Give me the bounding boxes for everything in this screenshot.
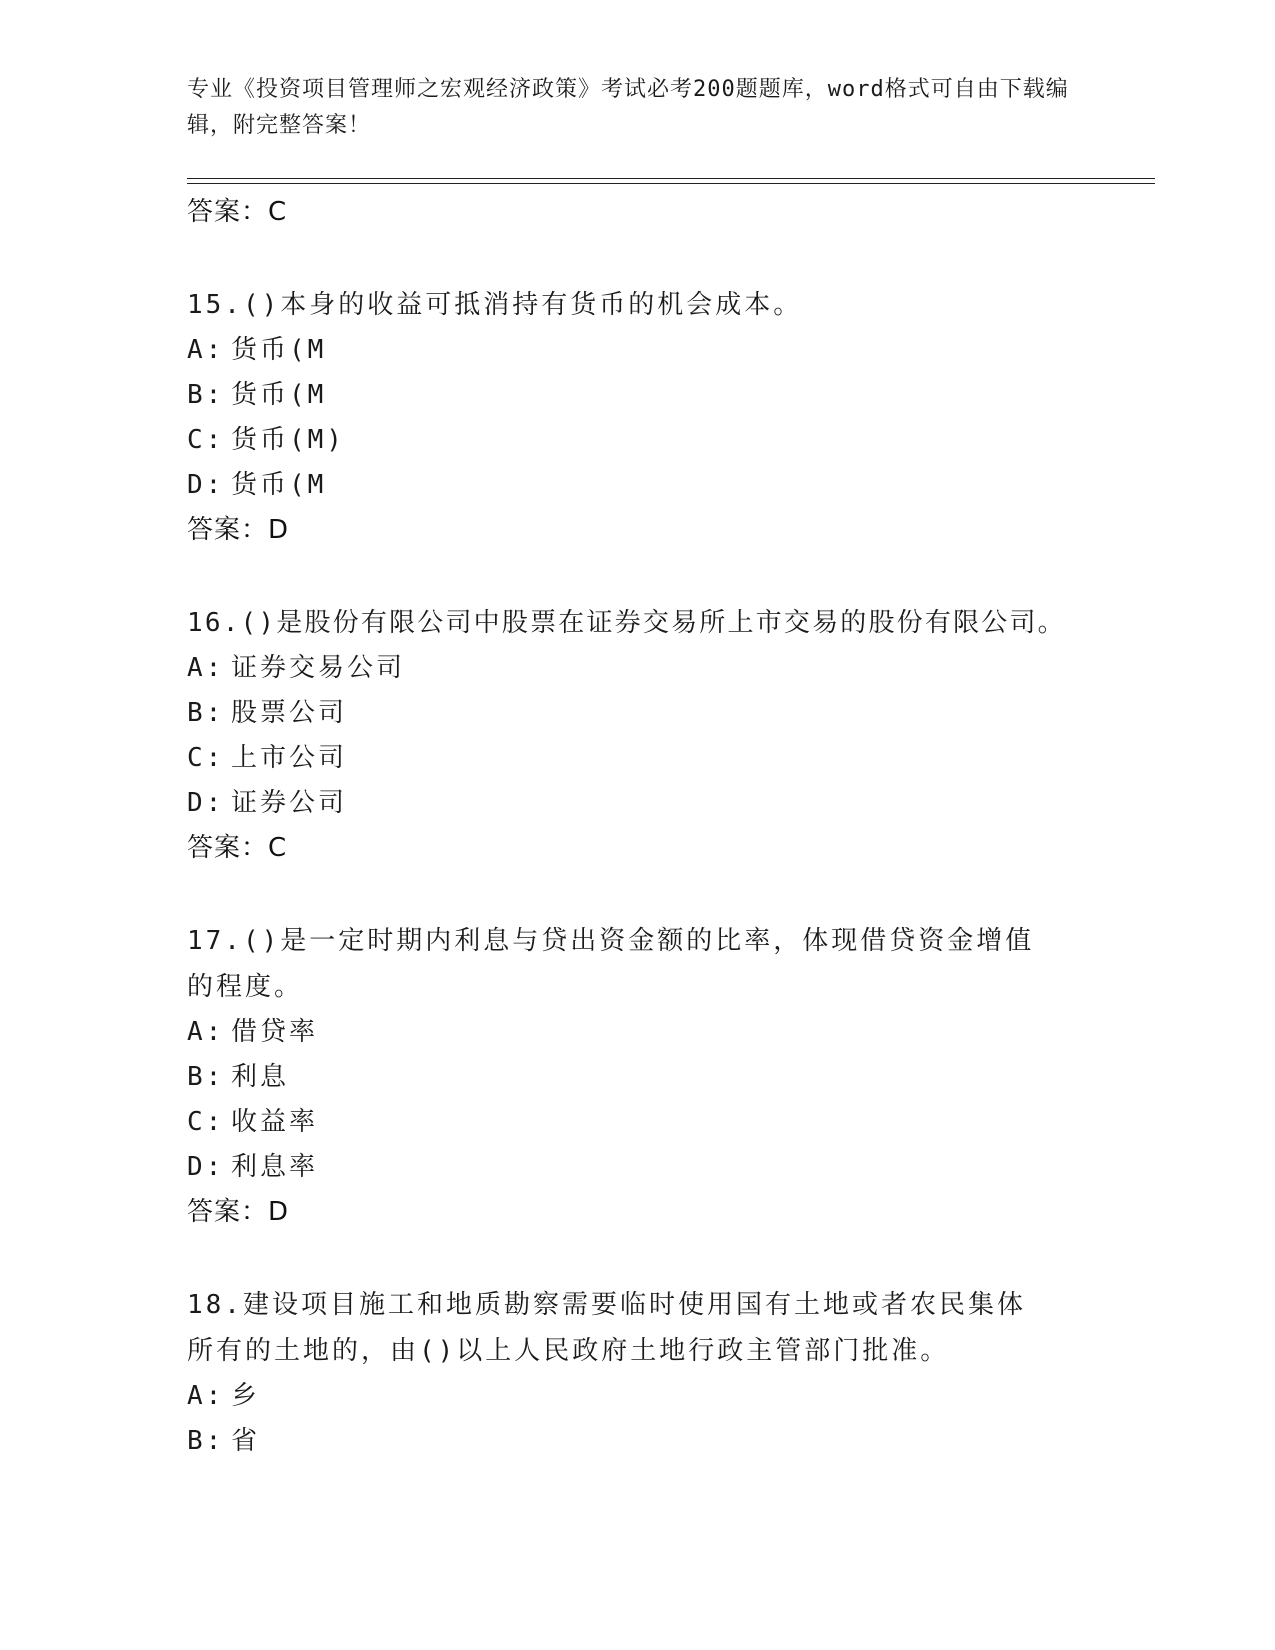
answer-line: 答案：C: [187, 833, 288, 863]
answer-line: 答案：D: [187, 1197, 290, 1227]
option-letter: A:: [187, 335, 225, 365]
option-text: 收益率: [231, 1107, 319, 1137]
question-text: 15.()本身的收益可抵消持有货币的机会成本。: [187, 290, 803, 320]
option-text: 上市公司: [231, 743, 348, 773]
question-block: [187, 918, 1087, 1234]
option-text: 货币(M: [231, 380, 327, 410]
question-block: [187, 282, 1087, 552]
question-text: 16.()是股份有限公司中股票在证券交易所上市交易的股份有限公司。: [187, 608, 1066, 638]
option-text: 省: [231, 1426, 261, 1456]
header-rule-top: [187, 178, 1155, 179]
option-d: [187, 1145, 1087, 1190]
question-block: [187, 600, 1087, 870]
option-c: [187, 1100, 1087, 1145]
option-text: 货币(M): [231, 425, 345, 455]
option-a: [187, 646, 1087, 691]
option-letter: D:: [187, 788, 225, 818]
question-block: [187, 1282, 1087, 1464]
option-text: 利息率: [231, 1152, 319, 1182]
page-header: 专业《投资项目管理师之宏观经济政策》考试必考200题题库，word格式可自由下载编辑，附完整答案！: [187, 77, 1069, 138]
option-text: 乡: [231, 1381, 261, 1411]
option-b: [187, 373, 1087, 418]
option-letter: B:: [187, 1062, 225, 1092]
option-text: 股票公司: [231, 698, 348, 728]
option-letter: A:: [187, 1381, 225, 1411]
option-text: 货币(M: [231, 335, 327, 365]
option-letter: B:: [187, 1426, 225, 1456]
option-letter: A:: [187, 1017, 225, 1047]
option-text: 借贷率: [231, 1017, 319, 1047]
option-letter: C:: [187, 1107, 225, 1137]
option-text: 利息: [231, 1062, 290, 1092]
option-letter: B:: [187, 698, 225, 728]
option-text: 证券交易公司: [231, 653, 406, 683]
option-c: [187, 736, 1087, 781]
option-d: [187, 781, 1087, 826]
option-text: 证券公司: [231, 788, 348, 818]
option-letter: C:: [187, 425, 225, 455]
option-a: [187, 1374, 1087, 1419]
option-letter: B:: [187, 380, 225, 410]
option-letter: D:: [187, 470, 225, 500]
answer-line: 答案：D: [187, 515, 290, 545]
option-c: [187, 418, 1087, 463]
header-rule-bottom: [187, 183, 1155, 184]
option-text: 货币(M: [231, 470, 327, 500]
option-letter: A:: [187, 653, 225, 683]
option-a: [187, 328, 1087, 373]
question-list: [187, 190, 1087, 1464]
question-text: 18.建设项目施工和地质勘察需要临时使用国有土地或者农民集体所有的土地的，由()以上人民政府土地行政主管部门批准。: [187, 1290, 1026, 1366]
option-b: [187, 1419, 1087, 1464]
question-text: 17.()是一定时期内利息与贷出资金额的比率，体现借贷资金增值的程度。: [187, 926, 1035, 1002]
option-b: [187, 1055, 1087, 1100]
option-letter: D:: [187, 1152, 225, 1182]
option-letter: C:: [187, 743, 225, 773]
option-b: [187, 691, 1087, 736]
answer-line: 答案：C: [187, 197, 288, 227]
option-d: [187, 463, 1087, 508]
option-a: [187, 1010, 1087, 1055]
